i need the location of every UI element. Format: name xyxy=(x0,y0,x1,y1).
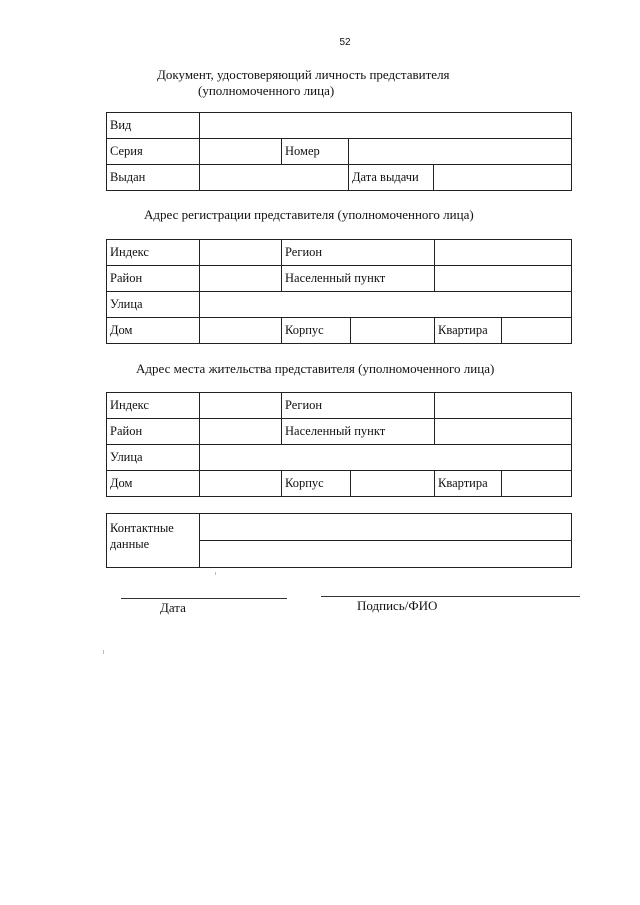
reg-apartment-field[interactable] xyxy=(502,318,571,343)
res-locality-label: Населенный пункт xyxy=(282,419,435,445)
contacts-field-2[interactable] xyxy=(200,541,572,568)
reg-region-field[interactable] xyxy=(435,240,572,266)
res-apartment-cell xyxy=(435,471,572,497)
date-label: Дата xyxy=(160,600,186,615)
date-signature-line xyxy=(121,598,287,599)
reg-locality-field[interactable] xyxy=(435,266,572,292)
res-index-field[interactable] xyxy=(200,393,282,419)
res-street-field[interactable] xyxy=(200,445,572,471)
document-number-field[interactable] xyxy=(349,139,572,165)
document-series-label: Серия xyxy=(107,139,200,165)
res-street-label: Улица xyxy=(107,445,200,471)
res-house-label: Дом xyxy=(107,471,200,497)
res-building-field[interactable] xyxy=(351,471,435,497)
document-issued-by-label: Выдан xyxy=(107,165,200,191)
identity-section-title-line2: (уполномоченного лица) xyxy=(198,83,335,98)
document-issued-by-field[interactable] xyxy=(200,165,349,191)
residence-address-table xyxy=(106,392,572,497)
contacts-field-1[interactable] xyxy=(200,514,572,541)
res-index-label: Индекс xyxy=(107,393,200,419)
document-number-label: Номер xyxy=(282,139,349,165)
reg-house-label: Дом xyxy=(107,318,200,344)
reg-locality-label: Населенный пункт xyxy=(282,266,435,292)
signature-line xyxy=(321,596,580,597)
reg-district-field[interactable] xyxy=(200,266,282,292)
document-type-label: Вид xyxy=(107,113,200,139)
identity-document-table xyxy=(106,112,572,191)
res-house-field[interactable] xyxy=(200,471,282,497)
registration-address-title: Адрес регистрации представителя (уполномоченного лица) xyxy=(144,207,474,222)
res-apartment-field[interactable] xyxy=(502,471,571,496)
reg-street-label: Улица xyxy=(107,292,200,318)
res-locality-field[interactable] xyxy=(435,419,572,445)
res-region-label: Регион xyxy=(282,393,435,419)
contacts-label: Контактные данные xyxy=(107,514,200,568)
identity-section-title-line1: Документ, удостоверяющий личность представителя xyxy=(157,67,450,82)
document-type-field[interactable] xyxy=(200,113,572,139)
contacts-table xyxy=(106,513,572,568)
res-district-field[interactable] xyxy=(200,419,282,445)
reg-building-field[interactable] xyxy=(351,318,435,344)
scan-mark xyxy=(215,572,216,575)
res-building-label: Корпус xyxy=(282,471,351,497)
reg-index-field[interactable] xyxy=(200,240,282,266)
residence-address-title: Адрес места жительства представителя (уполномоченного лица) xyxy=(136,361,495,376)
res-apartment-label: Квартира xyxy=(435,471,502,496)
registration-address-table xyxy=(106,239,572,344)
signature-label: Подпись/ФИО xyxy=(357,598,438,613)
res-district-label: Район xyxy=(107,419,200,445)
reg-region-label: Регион xyxy=(282,240,435,266)
document-series-field[interactable] xyxy=(200,139,282,165)
page-number: 52 xyxy=(339,37,351,48)
document-issue-date-label: Дата выдачи xyxy=(349,165,434,191)
reg-apartment-cell xyxy=(435,318,572,344)
document-issue-date-field[interactable] xyxy=(434,165,572,191)
reg-apartment-label: Квартира xyxy=(435,318,502,343)
reg-street-field[interactable] xyxy=(200,292,572,318)
res-region-field[interactable] xyxy=(435,393,572,419)
reg-building-label: Корпус xyxy=(282,318,351,344)
reg-district-label: Район xyxy=(107,266,200,292)
reg-house-field[interactable] xyxy=(200,318,282,344)
reg-index-label: Индекс xyxy=(107,240,200,266)
scan-mark xyxy=(103,650,104,654)
